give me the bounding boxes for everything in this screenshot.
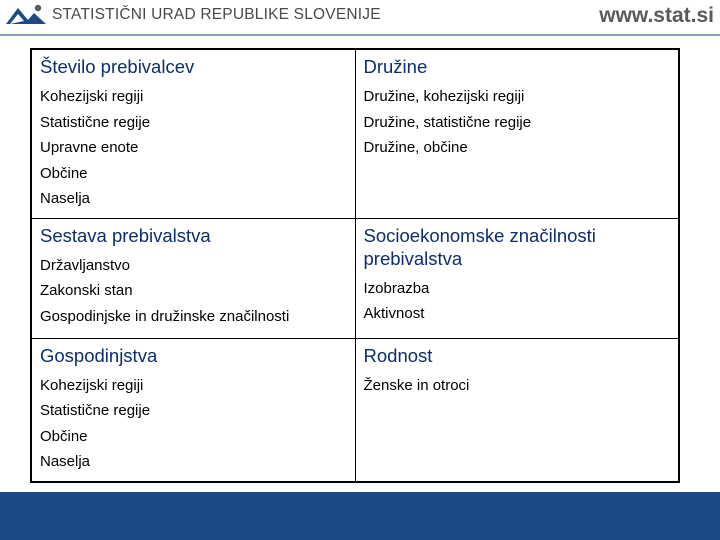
list-item[interactable]: Statistične regije <box>40 402 151 419</box>
sors-logo-icon <box>4 2 48 28</box>
table-row <box>31 49 679 218</box>
org-name: STATISTIČNI URAD REPUBLIKE SLOVENIJE <box>52 6 381 23</box>
topics-table <box>30 48 680 483</box>
table-row <box>31 218 679 338</box>
list-item[interactable]: Naselja <box>40 453 91 470</box>
topic-cell-rodnost <box>355 338 679 482</box>
topic-cell-socioekonomske-znacilnosti <box>355 218 679 338</box>
cell-title: Družine <box>363 56 428 77</box>
header-divider <box>0 34 720 36</box>
cell-title: Sestava prebivalstva <box>40 224 211 246</box>
list-item[interactable]: Izobrazba <box>363 279 430 297</box>
cell-title: Gospodinjstva <box>40 344 158 366</box>
list-item[interactable]: Kohezijski regiji <box>40 376 144 394</box>
list-item[interactable]: Občine <box>40 427 88 445</box>
list-item[interactable]: Statistične regije <box>40 113 151 131</box>
website-url[interactable]: www.stat.si <box>599 4 714 27</box>
list-item[interactable]: Družine, statistične regije <box>363 113 532 131</box>
list-item[interactable]: Občine <box>40 164 88 182</box>
page-header <box>0 0 720 34</box>
cell-title: Rodnost <box>363 344 433 366</box>
cell-title: Število prebivalcev <box>40 56 195 77</box>
list-item[interactable]: Upravne enote <box>40 139 139 156</box>
list-item[interactable]: Državljanstvo <box>40 256 131 274</box>
topic-cell-druzine <box>355 49 679 218</box>
table-row <box>31 338 679 482</box>
list-item[interactable]: Zakonski stan <box>40 282 133 299</box>
list-item[interactable]: Ženske in otroci <box>363 376 470 394</box>
list-item[interactable]: Kohezijski regiji <box>40 88 144 105</box>
topic-cell-stevilo-prebivalcev <box>31 49 355 218</box>
list-item[interactable]: Aktivnost <box>363 305 425 322</box>
topic-cell-gospodinjstva <box>31 338 355 482</box>
list-item[interactable]: Družine, kohezijski regiji <box>363 88 525 105</box>
topic-cell-sestava-prebivalstva <box>31 218 355 338</box>
list-item[interactable]: Gospodinjske in družinske značilnosti <box>40 307 290 325</box>
footer-bar <box>0 492 720 540</box>
list-item[interactable]: Družine, občine <box>363 139 468 156</box>
cell-title: Socioekonomske značilnosti prebivalstva <box>363 224 596 269</box>
list-item[interactable]: Naselja <box>40 190 91 207</box>
